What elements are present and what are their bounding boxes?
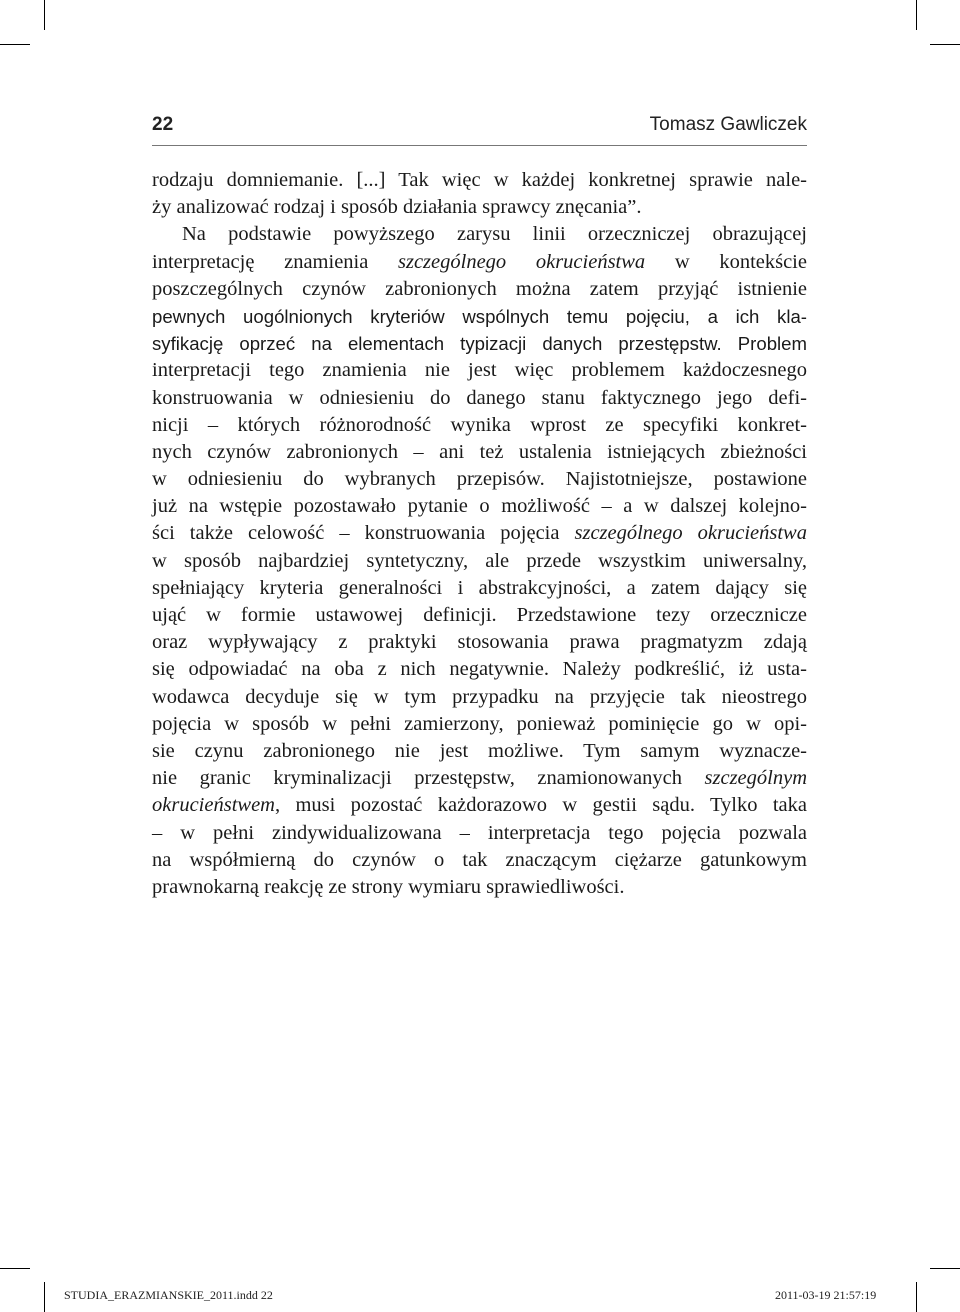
text-line: nicji – których różnorodność wynika wprost ze specyfiki konkret-: [152, 413, 807, 436]
italic-term: szczególnym: [704, 767, 807, 790]
text-line: [152, 249, 807, 276]
text-line: pewnych uogólnionych kryteriów wspólnych temu pojęciu, a ich kla-: [152, 305, 807, 327]
text-line: sie czynu zabronionego nie jest możliwe. Tym samym wyznacze-: [152, 739, 807, 762]
text-run: w kontekście: [645, 250, 807, 273]
text-line: na współmierną do czynów o tak znaczącym ciężarze gatunkowym: [152, 848, 807, 871]
text-line: w sposób najbardziej syntetyczny, ale przede wszystkim uniwersalny,: [152, 549, 807, 572]
text-run: , musi pozostać każdorazowo w gestii sądu. Tylko taka: [274, 794, 807, 817]
body-text: [152, 167, 807, 901]
text-line: nych czynów zabronionych – ani też ustalenia istniejących zbieżności: [152, 440, 807, 463]
print-slug-file: STUDIA_ERAZMIANSKIE_2011.indd 22: [64, 1288, 273, 1302]
print-slug-timestamp: 2011-03-19 21:57:19: [775, 1288, 877, 1302]
crop-mark: [930, 44, 960, 45]
text-line: ująć w formie ustawowej definicji. Przedstawione tezy orzecznicze: [152, 604, 807, 626]
text-line: wodawca decyduje się w tym przypadku na przyjęcie tak nieostrego: [152, 685, 807, 708]
text-line: – w pełni zindywidualizowana – interpretacja tego pojęcia pozwala: [152, 821, 807, 844]
text-run: ści także celowość – konstruowania pojęcia: [152, 522, 575, 545]
text-line: interpretacji tego znamienia nie jest więc problemem każdoczesnego: [152, 359, 807, 382]
text-line: się odpowiadać na oba z nich negatywnie. Należy podkreślić, iż usta-: [152, 658, 807, 681]
text-run: nie granic kryminalizacji przestępstw, znamionowanych: [152, 767, 705, 790]
header-rule: [152, 145, 807, 146]
italic-term: szczególnego okrucieństwa: [574, 522, 807, 545]
text-line: oraz wypływający z praktyki stosowania prawa pragmatyzm zdają: [152, 631, 807, 654]
italic-term: szczególnego okrucieństwa: [398, 250, 646, 273]
text-line: [152, 520, 807, 547]
crop-mark: [916, 1282, 917, 1312]
crop-mark: [44, 0, 45, 30]
text-line: rodzaju domniemanie. [...] Tak więc w każdej konkretnej sprawie nale-: [152, 169, 807, 191]
text-line: w odniesieniu do wybranych przepisów. Najistotniejsze, postawione: [152, 468, 807, 491]
text-line: poszczególnych czynów zabronionych można zatem przyjąć istnienie: [152, 277, 807, 300]
text-run: interpretację znamienia: [152, 250, 398, 273]
text-line: [152, 765, 807, 792]
text-line: [152, 792, 807, 819]
italic-term: okrucieństwem: [152, 794, 275, 817]
text-line: już na wstępie pozostawało pytanie o możliwość – a w dalszej kolejno-: [152, 495, 807, 518]
text-line: prawnokarną reakcję ze strony wymiaru sprawiedliwości.: [152, 875, 625, 898]
text-line: pojęcia w sposób w pełni zamierzony, ponieważ pominięcie go w opi-: [152, 712, 807, 735]
running-head: [152, 114, 807, 140]
crop-mark: [916, 0, 917, 30]
text-line: Na podstawie powyższego zarysu linii orzeczniczej obrazującej: [182, 223, 807, 246]
crop-mark: [0, 1268, 30, 1269]
text-line: konstruowania w odniesieniu do danego stanu faktycznego jego defi-: [152, 386, 807, 409]
page-number: 22: [152, 114, 174, 135]
text-line: syfikację oprzeć na elementach typizacji danych przestępstw. Problem: [152, 333, 807, 355]
crop-mark: [44, 1282, 45, 1312]
crop-mark: [930, 1268, 960, 1269]
text-line: spełniający kryteria generalności i abstrakcyjności, a zatem dający się: [152, 576, 807, 599]
text-line: ży analizować rodzaj i sposób działania sprawcy znęcania”.: [152, 196, 642, 219]
crop-mark: [0, 44, 30, 45]
running-head-author: Tomasz Gawliczek: [649, 114, 807, 135]
